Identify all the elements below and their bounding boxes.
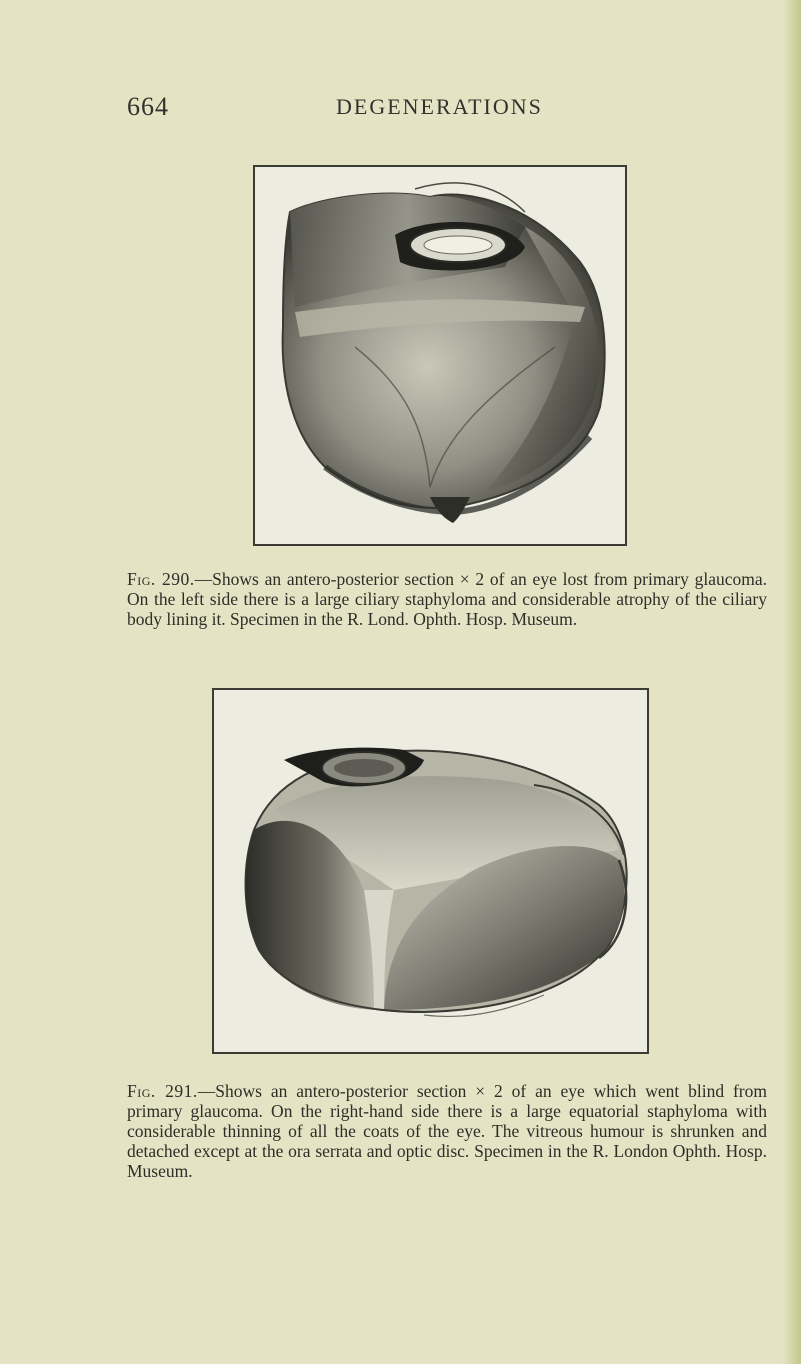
figure-290-plate (253, 165, 627, 546)
page-edge-shadow (783, 0, 801, 1364)
figure-291-caption (127, 1081, 767, 1181)
page-number: 664 (127, 92, 169, 121)
figure-290-label: Fig. 290. (127, 569, 195, 589)
figure-291-plate (212, 688, 649, 1054)
figure-290-caption-text: —Shows an antero-posterior section × 2 of an eye lost from primary glaucoma. On the left side there is a large ciliary staphyloma and considerable atrophy of the ciliary body lining it. Specimen in the R. Lond. Ophth. Hosp. Museum. (127, 569, 767, 629)
running-head (0, 92, 801, 122)
figure-290-caption (127, 569, 767, 629)
figure-290-illustration (255, 167, 625, 544)
figure-291-illustration (214, 690, 647, 1052)
figure-291-label: Fig. 291. (127, 1081, 198, 1101)
figure-291-caption-text: —Shows an antero-posterior section × 2 of an eye which went blind from primary glaucoma. On the right-hand side there is a large equatorial staphyloma with considerable thinning of all the coats of the eye. The vitreous humour is shrunken and detached except at the ora serrata and optic disc. Specimen in the R. London Ophth. Hosp. Museum. (127, 1081, 767, 1181)
running-title: DEGENERATIONS (336, 94, 543, 119)
